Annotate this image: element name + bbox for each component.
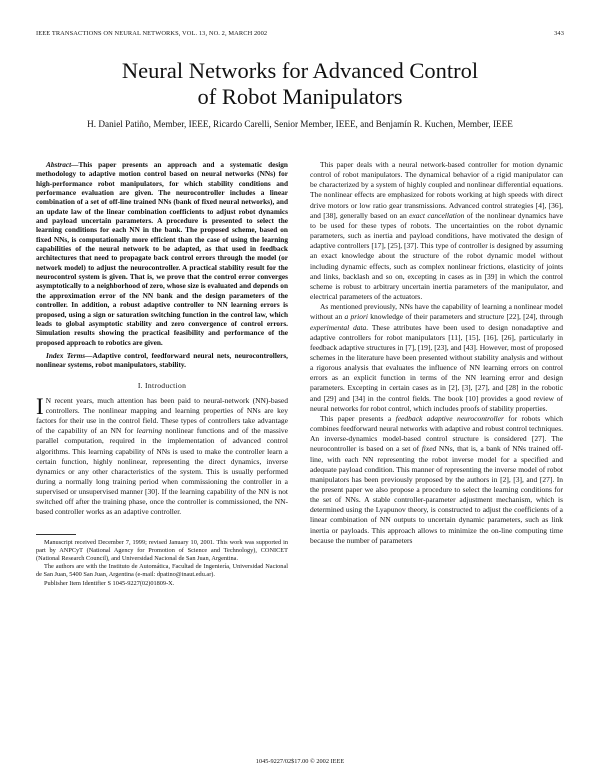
p3-text-a: This paper presents a — [320, 413, 392, 423]
abstract-text: This paper presents an approach and a systematic design methodology to adaptive motion control based on neural networks (NNs) for high-performance robot manipulators, for which stability conditions and performance evaluation are given. The neurocontroller includes a linear combination of a set of off-line trained NNs (bank of fixed neural networks), and an update law of the linear combination coefficients to adjust robot dynamics and payload uncertain parameters. A procedure is presented to select the learning conditions for each NN in the bank. The proposed scheme, based on fixed NNs, is computationally more efficient than the case of using the learning capabilities of the neural network to be adapted, as that used in feedback architectures that need to propagate back control errors through the model (or network model) to adjust the neurocontroller. A practical stability result for the neurocontrol system is given. That is, we prove that the control error converges asymptotically to a neighborhood of zero, whose size is evaluated and depends on the approximation error of the NN bank and the design parameters of the controller. In addition, a robust adaptive controller to NN learning errors is proposed, using a sign or saturation switching function in the control law, which leads to global asymptotic stability and zero convergence of control errors. Simulation results showing the practical feasibility and performance of the proposed approach to robotics are given. — [36, 160, 288, 347]
copyright-line: 1045-9227/02$17.00 © 2002 IEEE — [255, 758, 345, 765]
body-paragraph-2 — [310, 302, 563, 414]
journal-header: IEEE TRANSACTIONS ON NEURAL NETWORKS, VOL. 13, NO. 2, MARCH 2002 — [36, 30, 268, 37]
right-column — [310, 160, 563, 546]
intro-text-tail: nonlinear functions and of the massive parallel computation, required in the implementation of advanced control algorithms. This learning capability of NNs is used to make the controller learn a certain function, highly nonlinear, representing the direct dynamics, inverse dynamics or any other characteristics of the system. This is usually performed during a normally long training period when commissioning the controller in a supervised or unsupervised manner [30]. If the learning capability of the NN is not switched off after the training phase, once the controller is commissioned, the NN-based controller works as an adaptive controller. — [36, 426, 288, 517]
running-head — [36, 30, 564, 37]
intro-italic-learning: learning — [136, 426, 162, 436]
intro-text-lead: N recent years, much attention has been paid to neural-network (NN)-based controllers. The nonlinear mapping and learning properties of NNs are key factors for their use in the control field. These types of controllers take advantage of the capability of an NN for — [36, 395, 288, 436]
p3-italic-2: fixed — [421, 444, 437, 454]
p1-text-b: of the nonlinear dynamics have to be used for these types of robots. The uncertainties on the robot dynamic parameters, such as inertia and payload conditions, have motivated the design of adaptive controllers [17], [25], [37]. This type of controller is designed by assuming an exact knowledge about the structure of the robot dynamic model without including dynamic effects, such as complex nonlinear frictions, elasticity of joints and links, backlash and so on, excepting in cases as in [39] in which the control scheme is robust to arbitrary uncertain inertia parameters of the manipulator, and electrical parameters of the actuators. — [310, 210, 563, 302]
p2-italic-1: a priori — [344, 312, 368, 322]
p2-text-b: knowledge of their parameters and structure [22], [24], through — [370, 312, 564, 322]
footnote-affiliation: The authors are with the Instituto de Automática, Facultad de Ingeniería, Universidad Nacional de San Juan, 5400 San Juan, Argentina (e-mail: dpatino@inaut.edu.ar). — [36, 563, 288, 579]
p3-text-b: for robots which combines feedforward neural networks with adaptive and robust control techniques. An inverse-dynamics model-based control structure is considered [27]. The neurocontroller is based on a set of — [310, 413, 564, 454]
author-list: H. Daniel Patiño, Member, IEEE, Ricardo Carelli, Senior Member, IEEE, and Benjamín R. Kuchen, Member, IEEE — [87, 119, 513, 129]
p1-text-a: This paper deals with a neural network-based controller for motion dynamic control of robot manipulators. The dynamical behavior of a rigid manipulator can be characterized by a system of highly coupled and nonlinear differential equations. The nonlinear effects are emphasized for robots working at high speeds with direct drive motors or low ratio gear transmissions. Advanced control strategies [4], [36], and [38], generally based on an — [310, 160, 563, 220]
index-terms-text: Adaptive control, feedforward neural nets, neurocontrollers, nonlinear systems, robot manipulators, stability. — [36, 350, 289, 370]
footnote-identifier: Publisher Item Identifier S 1045-9227(02)01809-X. — [44, 579, 175, 587]
p2-italic-2: experimental data — [310, 322, 367, 332]
paper-title — [0, 58, 600, 110]
p3-text-c: NNs, that is, a bank of NNs trained off-line, with each NN representing the robot inverse model for a specified and adequate payload condition. This manner of representing the inverse model of robot manipulators has been previously proposed by the authors in [2], [3], and [27]. In the present paper we also propose a procedure to select the learning conditions for the set of NNs. A stable controller-parameter adjustment mechanism, which is determined using the Lyapunov theory, is constructed to adjust the coefficients of a linear combination of NN outputs to uncertain dynamic parameters, such as link inertia or payloads. This approach allows to minimize the on-line computing time because the number of parameters — [310, 444, 564, 545]
footnote-divider — [36, 534, 76, 535]
index-terms — [36, 351, 288, 370]
abstract — [36, 160, 288, 347]
page-number: 343 — [554, 30, 564, 37]
footnote-manuscript: Manuscript received December 7, 1999; revised January 10, 2001. This work was supported in part by ANPCyT (National Agency for Promotion of Science and Technology), CONICET (National Research Council), and Universidad Nacional de San Juan, Argentina. — [36, 538, 288, 562]
title-line-1: Neural Networks for Advanced Control — [121, 58, 479, 83]
body-paragraph-3 — [310, 414, 563, 546]
drop-cap: I — [36, 393, 44, 419]
title-line-2: of Robot Manipulators — [197, 84, 403, 109]
abstract-label: Abstract— — [46, 160, 79, 169]
p3-italic-1: feedback adaptive neurocontroller — [395, 413, 504, 423]
section-heading-introduction: I. Introduction — [137, 380, 187, 390]
left-column — [36, 160, 288, 588]
body-paragraph-1 — [310, 160, 563, 302]
index-terms-label: Index Terms— — [46, 350, 93, 360]
intro-paragraph — [36, 393, 288, 518]
p2-text-c: . These attributes have been used to design nonadaptive and adaptive controllers for robot manipulators [11], [15], [16], [26], particularly in feedback adaptive structures in [7], [19], [23], and [43]. However, most of proposed schemes in the literature have been presented without stability analysis and without a rigorous analysis that evaluates the influence of NN learning errors on control errors as an explicit function in terms of the NN learning error and design parameters. Excepting in certain cases as in [2], [3], [27], and [28] in the robotic and [29] and [34] in the control fields. The book [10] provides a good review of neural networks for robot control, which includes proofs of stability properties. — [310, 322, 563, 413]
p2-text-a: As mentioned previously, NNs have the capability of learning a nonlinear model without an — [310, 302, 563, 322]
p1-italic: exact cancellation — [409, 210, 465, 220]
